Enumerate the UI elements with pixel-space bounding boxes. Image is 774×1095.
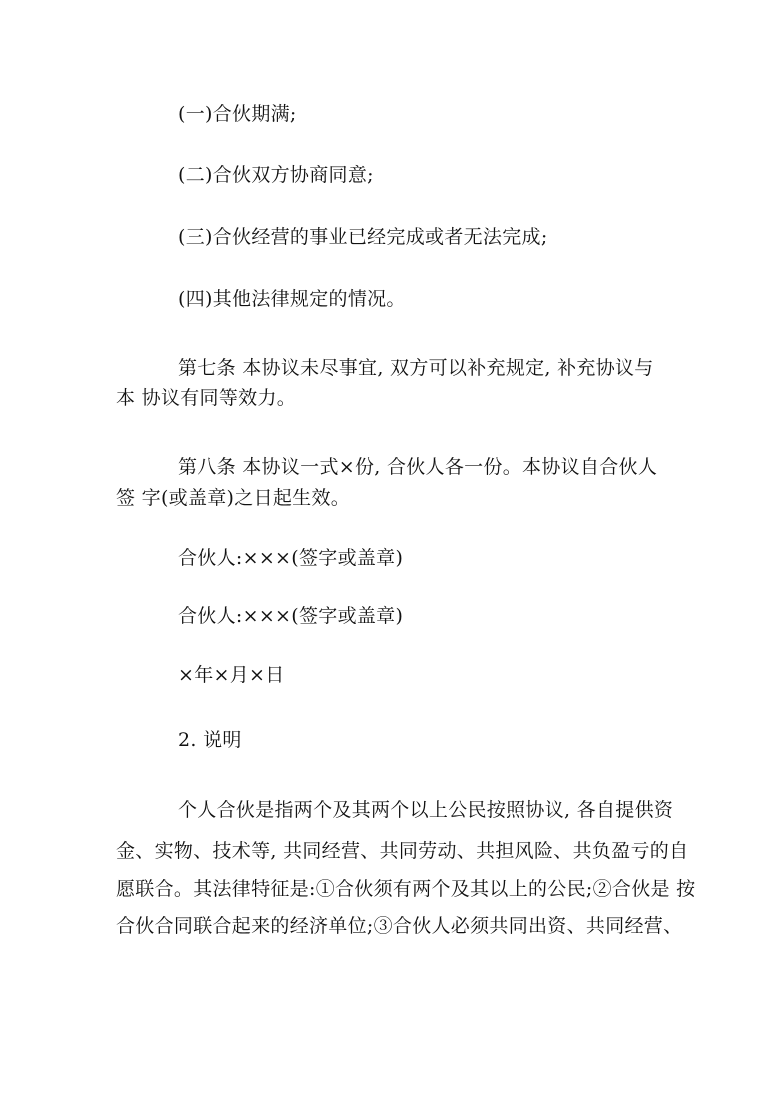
date-line: ×年×月×日 [178, 664, 285, 686]
explanation-line-4: 合伙合同联合起来的经济单位;③合伙人必须共同出资、共同经营、 [116, 915, 683, 937]
signature-line-2: 合伙人:×××(签字或盖章) [178, 605, 404, 627]
item-3: (三)合伙经营的事业已经完成或者无法完成; [178, 226, 548, 248]
article-7-line-2: 本 协议有同等效力。 [116, 387, 297, 409]
item-1: (一)合伙期满; [178, 103, 297, 125]
article-8-line-1: 第八条 本协议一式×份, 合伙人各一份。本协议自合伙人 [178, 456, 658, 478]
item-4: (四)其他法律规定的情况。 [178, 288, 406, 310]
item-2: (二)合伙双方协商同意; [178, 164, 374, 186]
signature-line-1: 合伙人:×××(签字或盖章) [178, 547, 404, 569]
explanation-line-3: 愿联合。其法律特征是:①合伙须有两个及其以上的公民;②合伙是 按 [116, 878, 696, 900]
article-7-line-1: 第七条 本协议未尽事宜, 双方可以补充规定, 补充协议与 [178, 357, 654, 379]
section-heading: 2. 说明 [178, 729, 242, 751]
explanation-line-2: 金、实物、技术等, 共同经营、共同劳动、共担风险、共负盈亏的自 [116, 840, 689, 862]
article-8-line-2: 签 字(或盖章)之日起生效。 [116, 487, 351, 509]
explanation-line-1: 个人合伙是指两个及其两个以上公民按照协议, 各自提供资 [178, 799, 674, 821]
